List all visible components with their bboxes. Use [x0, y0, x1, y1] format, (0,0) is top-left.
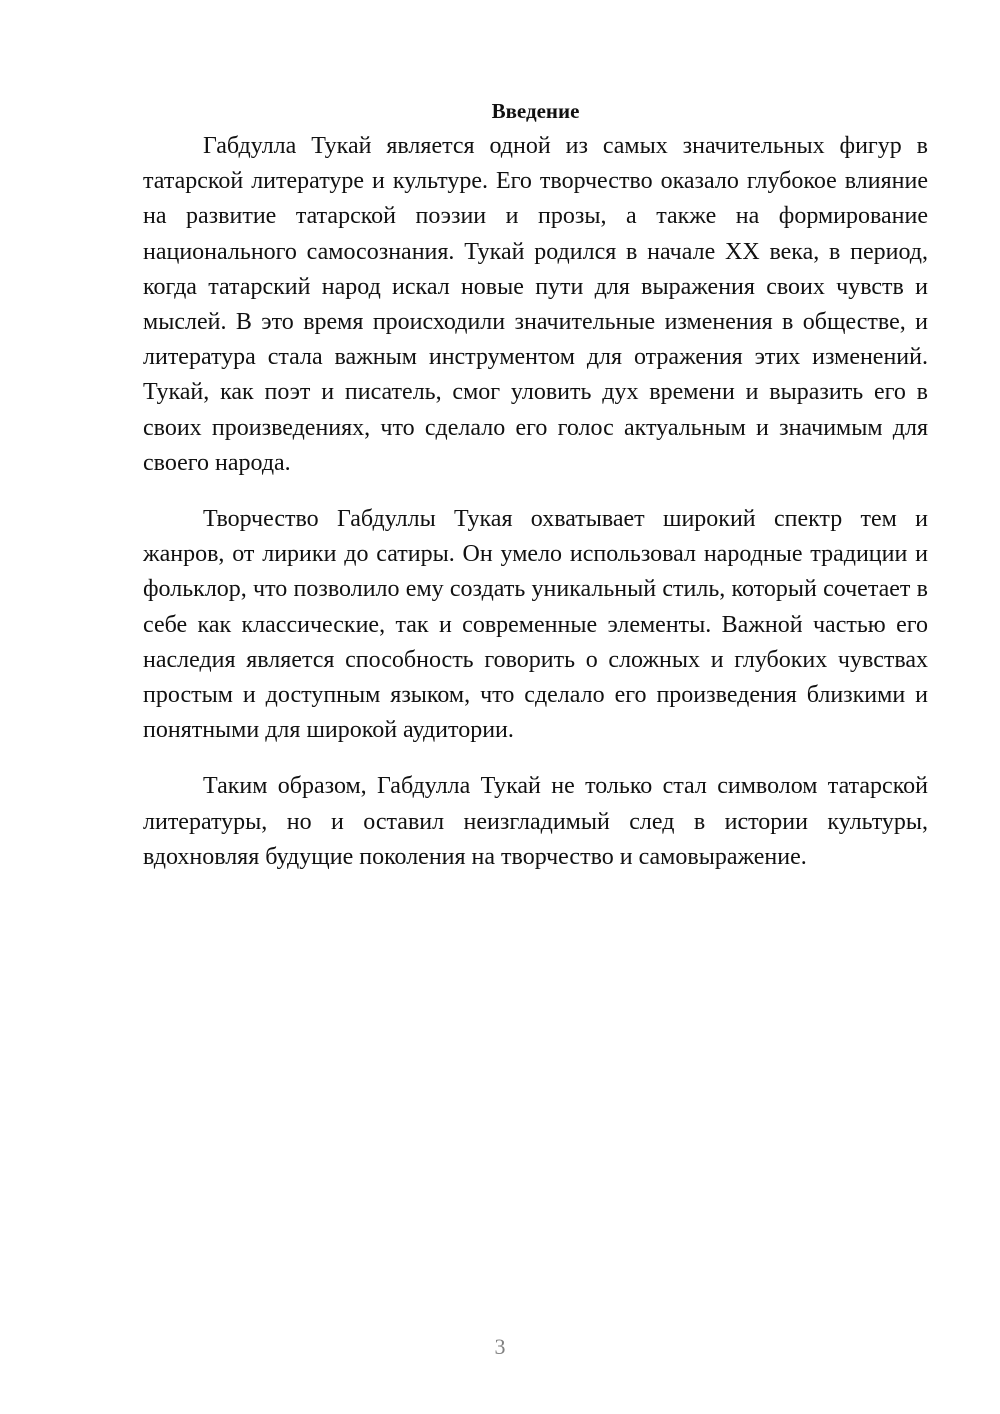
section-title: Введение: [491, 99, 580, 123]
paragraph-2: Творчество Габдуллы Тукая охватывает широкий спектр тем и жанров, от лирики до сатиры. Он умело использовал народные традиции и фольклор, что позволило ему создать уникальный стиль, который сочетает в себе как классические, так и современные элементы. Важной частью его наследия является способность говорить о сложных и глубоких чувствах простым и доступным языком, что сделало его произведения близкими и понятными для широкой аудитории.: [143, 506, 928, 744]
page-number: 3: [494, 1334, 506, 1359]
paragraph-1: Габдулла Тукай является одной из самых значительных фигур в татарской литературе и культуре. Его творчество оказало глубокое влияние на развитие татарской поэзии и прозы, а также на формирование национального самосознания. Тукай родился в начале XX века, в период, когда татарский народ искал новые пути для выражения своих чувств и мыслей. В это время происходили значительные изменения в обществе, и литература стала важным инструментом для отражения этих изменений. Тукай, как поэт и писатель, смог уловить дух времени и выразить его в своих произведениях, что сделало его голос актуальным и значимым для своего народа.: [143, 133, 928, 476]
paragraph-3: Таким образом, Габдулла Тукай не только стал символом татарской литературы, но и оставил неизгладимый след в истории культуры, вдохновляя будущие поколения на творчество и самовыражение.: [143, 773, 928, 870]
page-content: [143, 96, 928, 896]
